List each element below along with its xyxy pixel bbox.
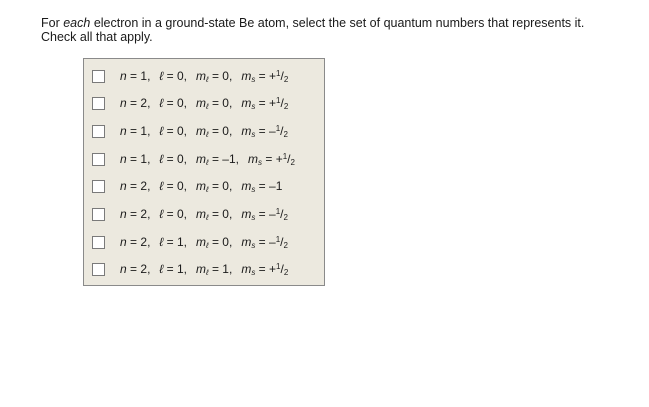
value-ml: 0 xyxy=(222,234,229,249)
symbol-ms-subscript: s xyxy=(251,74,256,84)
value-ms-sign: – xyxy=(269,123,276,138)
symbol-l: ℓ xyxy=(159,234,164,249)
symbol-ml-subscript: ℓ xyxy=(206,157,209,167)
value-ms-numerator: 1 xyxy=(276,262,281,272)
answer-option[interactable] xyxy=(84,62,324,90)
symbol-ml-subscript: ℓ xyxy=(206,268,209,278)
symbol-ms: m xyxy=(241,179,252,194)
symbol-ml: m xyxy=(196,96,207,111)
symbol-ml-subscript: ℓ xyxy=(206,213,209,222)
option-checkbox[interactable] xyxy=(92,208,105,221)
symbol-l: ℓ xyxy=(159,151,164,166)
value-ml: 0 xyxy=(222,207,229,221)
symbol-l: ℓ xyxy=(159,179,164,194)
value-ms-fraction: $^1/_2$ xyxy=(276,96,289,112)
option-quantum-numbers: n = 2, ℓ = 0, $m_\ell = 0$, $m_s = -1$ xyxy=(120,179,283,195)
symbol-ms: m xyxy=(248,151,258,166)
symbol-ml: m xyxy=(196,179,207,194)
symbol-ms-subscript: s xyxy=(251,213,256,222)
value-l: 0 xyxy=(176,151,184,166)
symbol-l: ℓ xyxy=(159,123,164,138)
symbol-ms: m xyxy=(241,96,252,111)
value-ms-fraction: $^1/_2$ xyxy=(275,234,288,250)
value-l: 1 xyxy=(176,234,184,249)
value-ms-denominator: 2 xyxy=(283,129,288,139)
value-ml: 1 xyxy=(222,262,229,277)
answer-option[interactable] xyxy=(84,201,324,229)
symbol-ms-subscript: s xyxy=(251,268,256,278)
value-l: 1 xyxy=(176,262,184,277)
symbol-n: n xyxy=(120,207,127,221)
value-ms-sign: + xyxy=(275,151,283,166)
value-n: 2 xyxy=(140,96,148,111)
symbol-ms: m xyxy=(241,207,252,221)
symbol-n: n xyxy=(120,96,127,111)
symbol-ml-subscript: ℓ xyxy=(206,74,209,84)
value-n: 1 xyxy=(140,68,148,83)
symbol-l: ℓ xyxy=(159,96,164,111)
prompt-text-pre: For xyxy=(41,16,64,30)
value-ms-denominator: 2 xyxy=(290,157,295,167)
value-ml: 0 xyxy=(222,68,229,83)
value-ms-numerator: 1 xyxy=(276,68,281,78)
value-ms-sign: + xyxy=(269,262,277,277)
option-quantum-numbers: n = 2, ℓ = 1, $m_\ell = 0$, $m_s = -^1/_2$ xyxy=(120,234,288,250)
symbol-ms-subscript: s xyxy=(251,129,256,139)
answer-option[interactable] xyxy=(84,90,324,118)
option-quantum-numbers: n = 1, ℓ = 0, $m_\ell = 0$, $m_s = -^1/_2$ xyxy=(120,123,288,139)
option-quantum-numbers: n = 2, ℓ = 1, $m_\ell = 1$, $m_s = +^1/_2$ xyxy=(120,262,289,278)
symbol-ms: m xyxy=(241,123,252,138)
symbol-ml: m xyxy=(196,68,207,83)
symbol-ml: m xyxy=(196,207,207,221)
value-ms-sign: + xyxy=(269,96,277,111)
value-ms-numerator: 1 xyxy=(275,123,281,133)
value-ms-fraction: $^1/_2$ xyxy=(282,151,295,167)
answer-option[interactable] xyxy=(84,145,324,173)
option-checkbox[interactable] xyxy=(92,125,105,138)
symbol-l: ℓ xyxy=(159,262,164,277)
prompt-line-2: Check all that apply. xyxy=(41,30,153,44)
value-n: 1 xyxy=(140,151,148,166)
value-n: 2 xyxy=(140,262,148,277)
value-ms-denominator: 2 xyxy=(283,102,289,112)
value-n: 1 xyxy=(140,123,148,138)
option-quantum-numbers: n = 2, ℓ = 0, $m_\ell = 0$, $m_s = -^1/_2$ xyxy=(120,207,288,222)
option-quantum-numbers: n = 2, ℓ = 0, $m_\ell = 0$, $m_s = +^1/_2$ xyxy=(120,96,289,112)
symbol-n: n xyxy=(120,123,127,138)
value-ms-denominator: 2 xyxy=(283,74,289,84)
value-ms-fraction: $^1/_2$ xyxy=(276,68,289,84)
value-l: 0 xyxy=(176,123,184,138)
option-checkbox[interactable] xyxy=(92,97,105,110)
symbol-ms: m xyxy=(241,68,252,83)
answer-choices-panel xyxy=(83,58,325,286)
value-ml: 0 xyxy=(222,179,229,194)
value-ms-sign: – xyxy=(269,234,276,249)
symbol-ml: m xyxy=(196,262,207,277)
value-l: 0 xyxy=(176,68,184,83)
symbol-ml: m xyxy=(196,151,207,166)
value-ms-numerator: 1 xyxy=(282,151,288,161)
symbol-n: n xyxy=(120,234,127,249)
value-ms-numerator: 1 xyxy=(275,207,281,216)
symbol-ms-subscript: s xyxy=(251,185,256,195)
value-ml: 0 xyxy=(222,96,229,111)
symbol-n: n xyxy=(120,68,127,83)
option-checkbox[interactable] xyxy=(92,70,105,83)
prompt-text-post: electron in a ground-state Be atom, select the set of quantum numbers that represents it. xyxy=(90,16,585,30)
value-ms-numerator: 1 xyxy=(276,96,281,106)
symbol-ml-subscript: ℓ xyxy=(206,129,209,139)
symbol-ml-subscript: ℓ xyxy=(206,102,209,112)
option-checkbox[interactable] xyxy=(92,263,105,276)
prompt-emphasis: each xyxy=(63,16,91,30)
value-ms-fraction: $^1/_2$ xyxy=(275,207,288,222)
value-ms-numerator: 1 xyxy=(275,179,283,194)
value-ms-denominator: 2 xyxy=(283,213,288,222)
option-checkbox[interactable] xyxy=(92,180,105,193)
symbol-ml: m xyxy=(196,234,207,249)
symbol-n: n xyxy=(120,151,127,166)
option-checkbox[interactable] xyxy=(92,236,105,249)
symbol-ms-subscript: s xyxy=(251,102,256,112)
symbol-ml-subscript: ℓ xyxy=(206,185,209,195)
symbol-ms-subscript: s xyxy=(258,157,262,167)
prompt-line-1 xyxy=(41,16,631,30)
symbol-ml-subscript: ℓ xyxy=(206,240,209,250)
answer-option[interactable] xyxy=(84,256,324,284)
value-l: 0 xyxy=(176,179,184,194)
option-quantum-numbers: n = 1, ℓ = 0, $m_\ell = -1$, $m_s = +^1/_2$ xyxy=(120,151,295,167)
question-prompt xyxy=(41,16,631,44)
symbol-n: n xyxy=(120,179,127,194)
symbol-l: ℓ xyxy=(159,68,164,83)
option-quantum-numbers: n = 1, ℓ = 0, $m_\ell = 0$, $m_s = +^1/_2$ xyxy=(120,68,289,84)
value-ml: 0 xyxy=(222,123,229,138)
value-l: 0 xyxy=(176,96,184,111)
value-n: 2 xyxy=(140,234,148,249)
value-ms-denominator: 2 xyxy=(283,268,289,278)
symbol-ms: m xyxy=(241,262,252,277)
symbol-n: n xyxy=(120,262,127,277)
answer-option[interactable] xyxy=(84,117,324,145)
option-checkbox[interactable] xyxy=(92,153,105,166)
value-ms-denominator: 2 xyxy=(283,240,288,250)
value-ml: –1 xyxy=(222,151,236,166)
symbol-l: ℓ xyxy=(159,207,164,221)
value-ms-sign: – xyxy=(269,179,276,194)
value-ms-fraction: $^1/_2$ xyxy=(275,123,288,139)
value-ms-sign: + xyxy=(269,68,277,83)
symbol-ml: m xyxy=(196,123,207,138)
value-n: 2 xyxy=(140,179,148,194)
value-n: 2 xyxy=(140,207,148,221)
answer-option[interactable] xyxy=(84,228,324,256)
value-l: 0 xyxy=(176,207,184,221)
value-ms-sign: – xyxy=(269,207,276,221)
symbol-ms-subscript: s xyxy=(251,240,256,250)
answer-option[interactable] xyxy=(84,173,324,201)
symbol-ms: m xyxy=(241,234,252,249)
value-ms-numerator: 1 xyxy=(275,234,281,244)
value-ms-fraction: $^1/_2$ xyxy=(276,262,289,278)
